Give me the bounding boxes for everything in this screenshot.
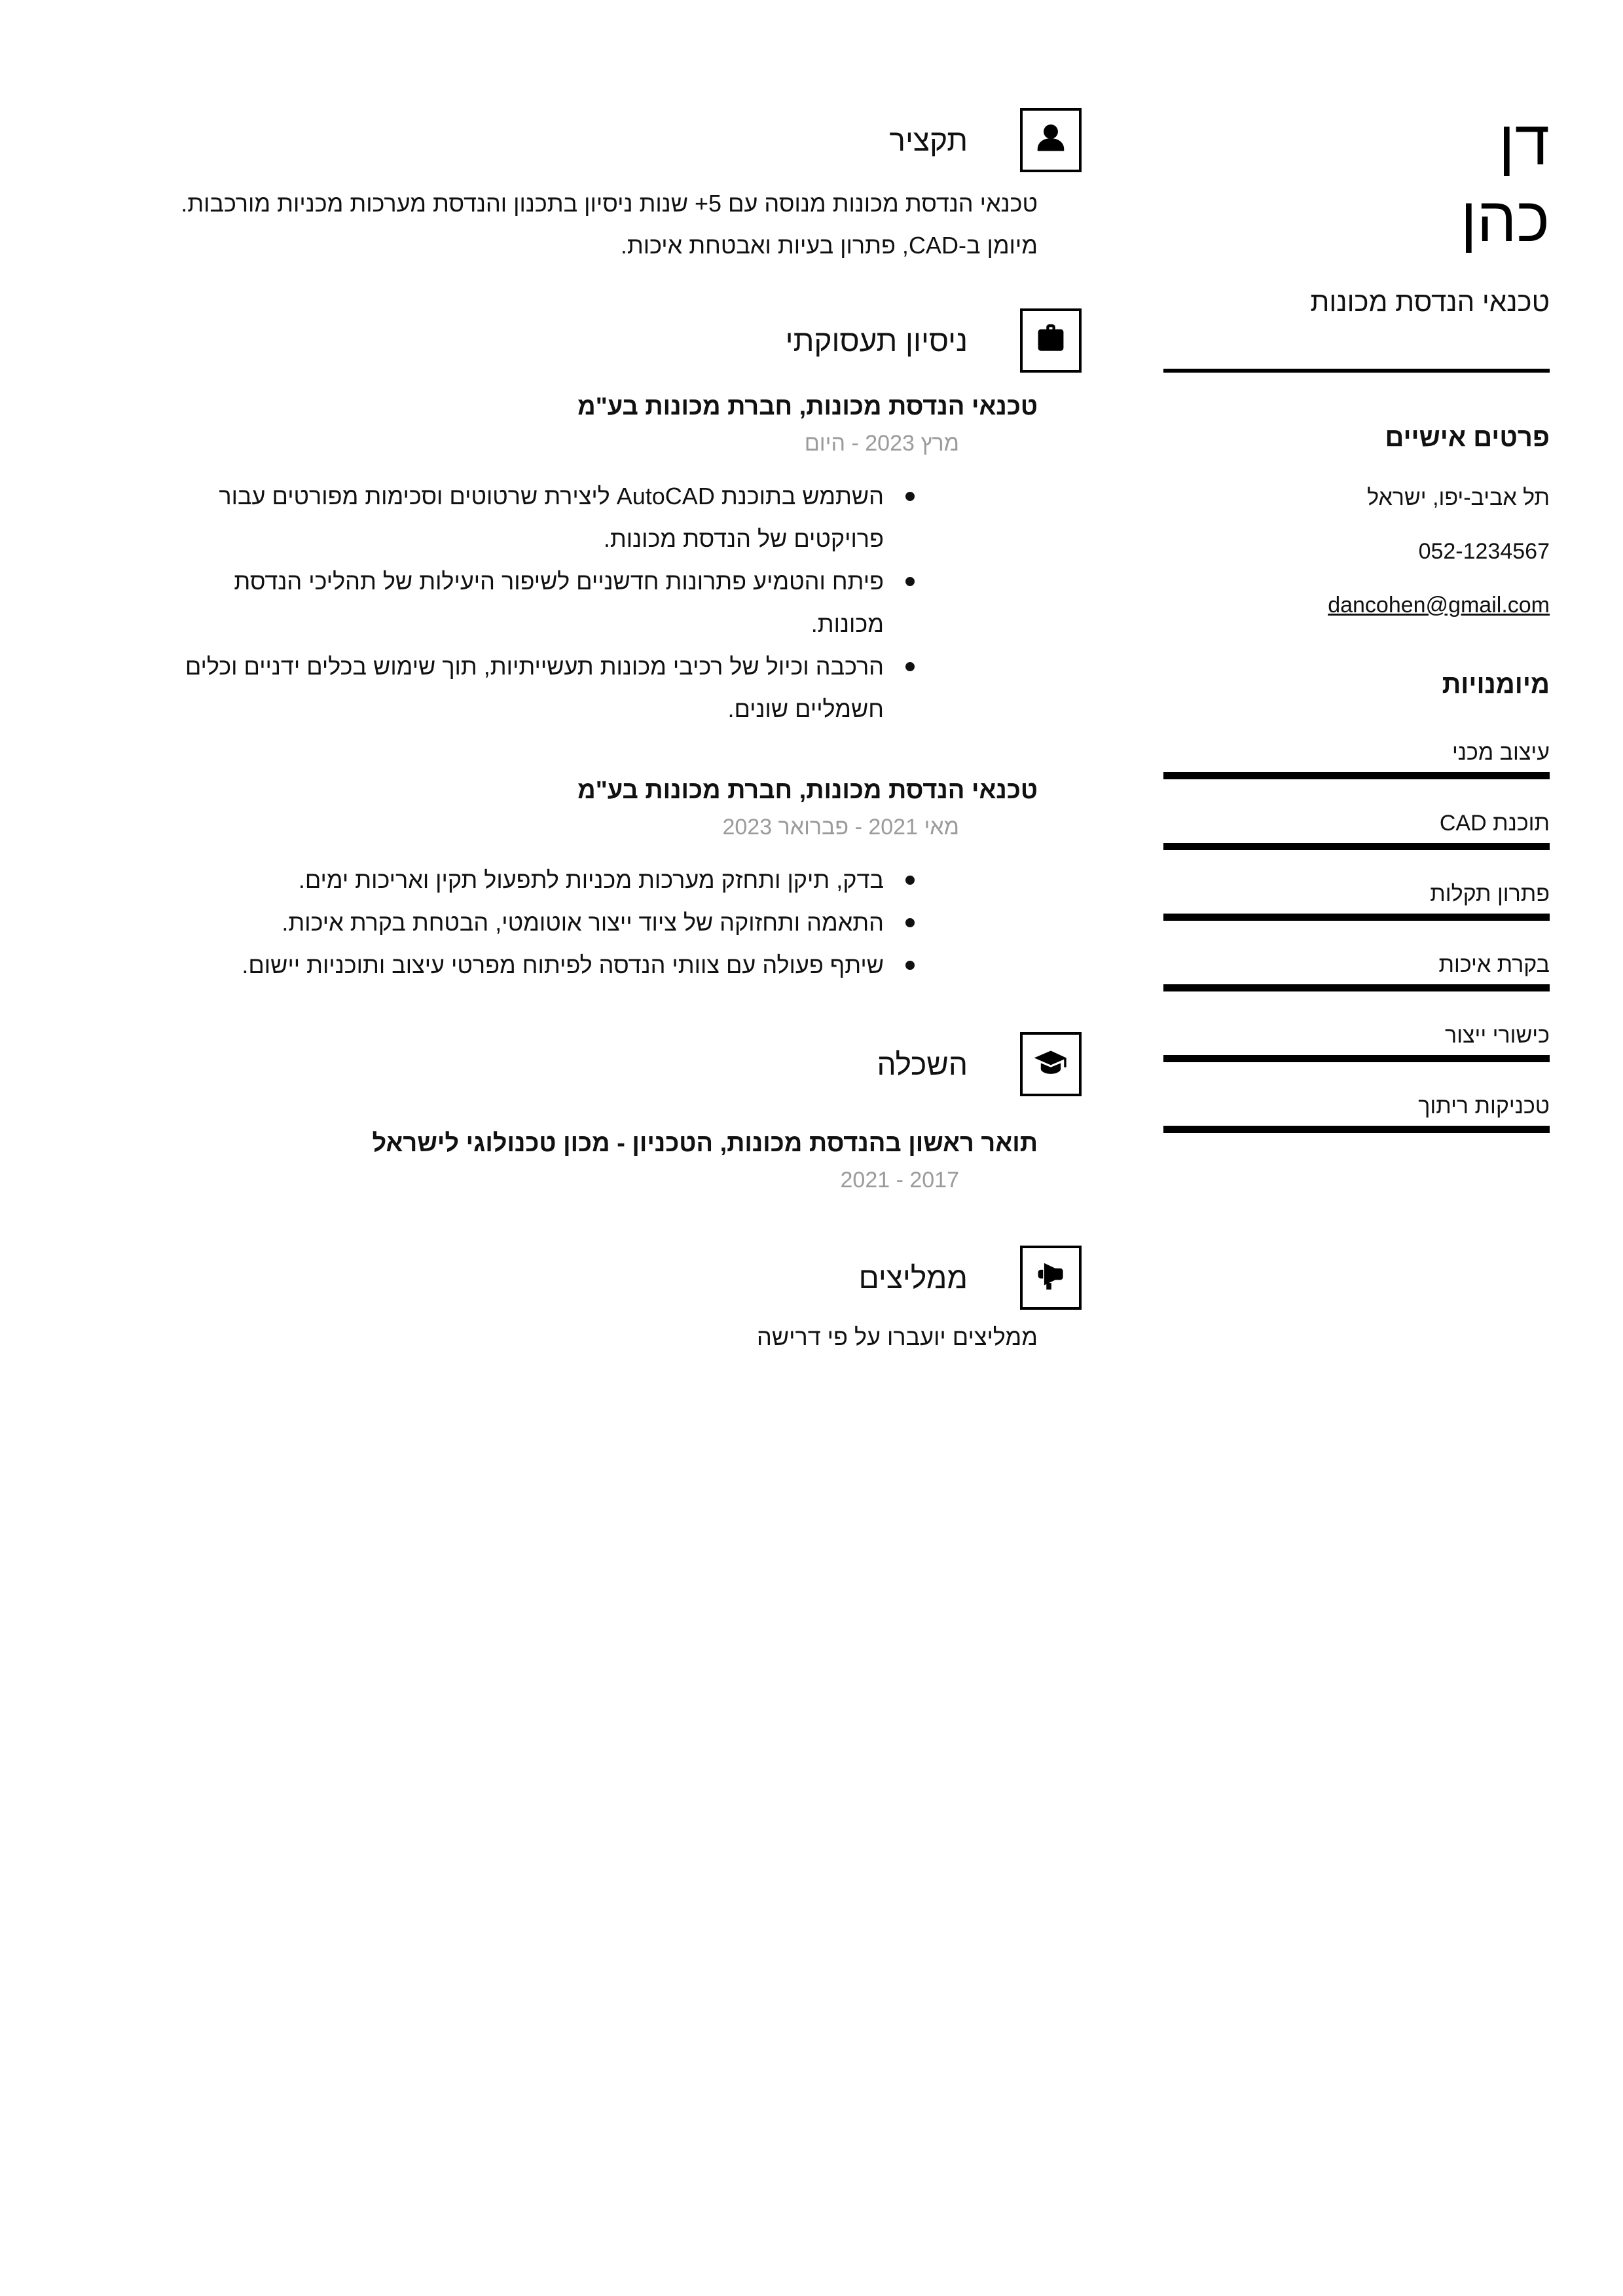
skill-item [1163,880,1550,921]
education-dates: 2017 - 2021 [840,1168,959,1193]
references-icon-box [1020,1246,1082,1310]
experience-header [75,308,1082,373]
skill-label: עיצוב מכני [1451,740,1550,765]
job-entry-dates: מאי 2021 - פברואר 2023 [722,815,959,840]
contact-email [1163,591,1550,620]
job-entry [75,391,1038,730]
skill-bar [1163,772,1550,779]
skill-item [1163,950,1550,991]
degree-title: תואר ראשון בהנדסת מכונות, הטכניון - מכון טכנולוגי לישראל [372,1130,1038,1157]
skill-bar [1163,914,1550,921]
skill-label: פתרון תקלות [1430,881,1550,906]
skill-item [1163,809,1550,850]
job-entry [75,775,1038,986]
summary-icon-box [1020,108,1082,172]
graduation-cap-icon [1033,1045,1068,1084]
bullet-item: פיתח והטמיע פתרונות חדשניים לשיפור היעילות של תהליכי הנדסת מכונות. [167,560,884,645]
person-job-title: טכנאי הנדסת מכונות [1310,286,1550,317]
main-content [75,105,1082,1358]
education-section [75,1032,1082,1194]
skill-bar [1163,1055,1550,1062]
email-link[interactable]: dancohen@gmail.com [1328,593,1550,618]
skill-bar [1163,1126,1550,1133]
skill-item [1163,1021,1550,1062]
summary-section [75,108,1082,267]
skill-bar-fill [1163,914,1550,921]
experience-heading: ניסיון תעסוקתי [785,324,968,358]
education-icon-box [1020,1032,1082,1096]
summary-heading: תקציר [889,123,968,157]
skill-label: כישורי ייצור [1445,1023,1550,1048]
last-name: כהן [1460,185,1550,255]
skill-bar-fill [1163,984,1550,991]
job-entry-title: טכנאי הנדסת מכונות, חברת מכונות בע"מ [577,777,1038,804]
briefcase-icon [1033,322,1068,360]
references-section [75,1246,1082,1358]
skill-item [1163,738,1550,779]
bullet-item: השתמש בתוכנת AutoCAD ליצירת שרטוטים וסכימות מפורטים עבור פרויקטים של הנדסת מכונות. [167,475,884,560]
personal-details-heading: פרטים אישיים [1385,423,1550,452]
experience-icon-box [1020,308,1082,373]
skills-heading: מיומנויות [1442,670,1550,699]
experience-section [75,308,1082,986]
skill-item [1163,1092,1550,1133]
references-header [75,1246,1082,1310]
bullet-item: הרכבה וכיול של רכיבי מכונות תעשייתיות, תוך שימוש בכלים ידניים וכלים חשמליים שונים. [167,645,884,730]
skill-label: בקרת איכות [1438,952,1550,977]
skill-bar [1163,843,1550,850]
skill-bar-fill [1163,1055,1550,1062]
bullet-item: בדק, תיקן ותחזק מערכות מכניות לתפעול תקין ואריכות ימים. [167,859,884,901]
person-name [1163,105,1550,258]
megaphone-icon [1033,1259,1068,1297]
education-heading: השכלה [877,1047,968,1081]
skill-bar-fill [1163,843,1550,850]
skill-label: טכניקות ריתוך [1418,1094,1550,1119]
skill-bar-fill [1163,772,1550,779]
summary-text: טכנאי הנדסת מכונות מנוסה עם 5+ שנות ניסיון בתכנון והנדסת מערכות מכניות מורכבות. מיומן ב-CAD, פתרון בעיות ואבטחת איכות. [181,190,1038,259]
summary-header [75,108,1082,172]
bullet-item: התאמה ותחזוקה של ציוד ייצור אוטומטי, הבטחת בקרת איכות. [167,901,884,944]
first-name: דן [1498,108,1550,178]
job-entry-dates: מרץ 2023 - היום [804,431,959,456]
skills-list [1163,738,1550,1133]
references-heading: ממליצים [858,1261,968,1295]
skill-bar [1163,984,1550,991]
skill-label: תוכנת CAD [1439,811,1550,836]
jobs-list [75,391,1038,986]
skill-bar-fill [1163,1126,1550,1133]
references-text: ממליצים יועברו על פי דרישה [757,1324,1038,1350]
job-bullets [75,859,1038,986]
divider-line [1163,369,1550,373]
education-header [75,1032,1082,1096]
person-icon [1033,121,1068,160]
job-entry-title: טכנאי הנדסת מכונות, חברת מכונות בע"מ [577,393,1038,420]
job-bullets [75,475,1038,730]
contact-location: תל אביב-יפו, ישראל [1367,485,1550,510]
sidebar [1163,105,1550,1358]
contact-phone: 052-1234567 [1418,539,1550,564]
bullet-item: שיתף פעולה עם צוותי הנדסה לפיתוח מפרטי עיצוב ותוכניות יישום. [167,944,884,986]
